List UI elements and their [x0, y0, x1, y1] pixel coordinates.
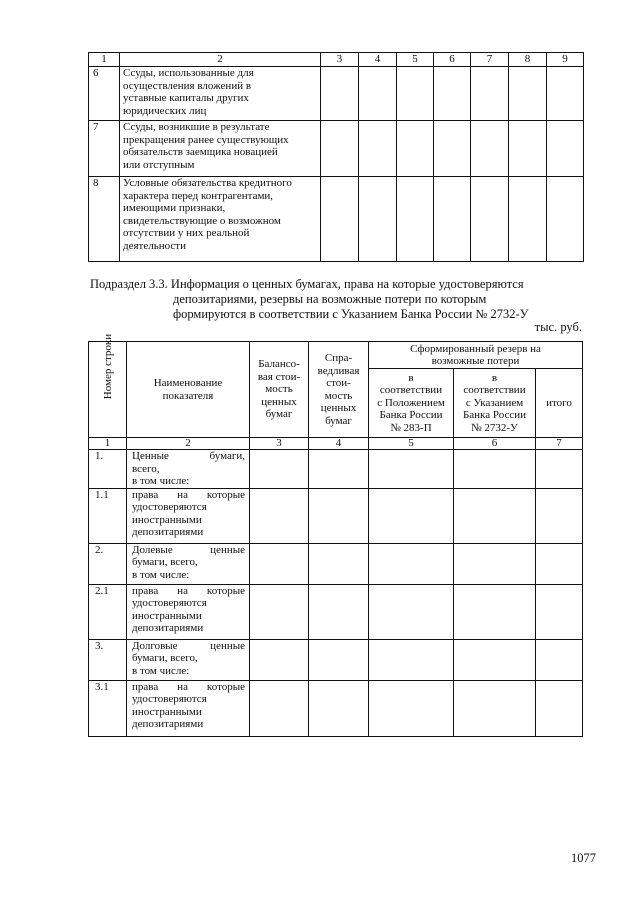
row-name-line: депозитариями: [132, 622, 204, 634]
header-line: соответствии: [379, 384, 443, 397]
row-name: [120, 177, 321, 262]
value-cell: [536, 680, 583, 736]
value-cell: [434, 121, 471, 177]
row-name-line: Долговые ценные: [132, 639, 245, 652]
value-cell: [250, 543, 309, 584]
column-number: 1: [89, 53, 120, 67]
row-name: [120, 67, 321, 121]
row-name-line: права на которые: [132, 584, 245, 597]
column-number: 7: [471, 53, 509, 67]
row-name-line: удостоверяются: [132, 693, 207, 705]
value-cell: [454, 680, 536, 736]
subsection-title-line-3: формируются в соответствии с Указанием Банка России № 2732-У: [173, 307, 529, 321]
row-name-line: имеющими признаки,: [123, 202, 226, 214]
header-line: с Положением: [377, 396, 445, 409]
row-name: [127, 584, 250, 639]
column-number: 7: [536, 438, 583, 450]
subsection-title-line-2: депозитариями, резервы на возможные потери по которым: [173, 292, 487, 306]
row-name: [127, 450, 250, 489]
row-name-line: в том числе:: [132, 475, 190, 487]
header-line: с Указанием: [465, 396, 524, 409]
row-name: [127, 488, 250, 543]
table-row: [89, 450, 583, 489]
row-number: 7: [89, 121, 120, 177]
value-cell: [309, 584, 369, 639]
units-label: тыс. руб.: [534, 320, 582, 334]
value-cell: [454, 488, 536, 543]
header-line: стои-: [326, 377, 351, 389]
header-line: Сформированный резерв на: [410, 342, 541, 355]
row-number: 3.1: [89, 680, 127, 736]
header-line: мость: [265, 383, 293, 396]
row-name: [127, 543, 250, 584]
header-line: Спра-: [324, 352, 353, 364]
column-number: 5: [397, 53, 434, 67]
header-line: в: [408, 371, 414, 384]
row-name-line: или отступным: [123, 158, 195, 171]
row-name-line: юридических лиц: [123, 104, 207, 117]
header-line: соответствии: [463, 384, 526, 397]
value-cell: [369, 488, 454, 543]
value-cell: [547, 121, 584, 177]
column-number: 3: [321, 53, 359, 67]
column-number: 8: [509, 53, 547, 67]
row-name-line: уставные капиталы других: [123, 92, 249, 104]
value-cell: [454, 639, 536, 680]
value-cell: [309, 639, 369, 680]
row-name-line: иностранными: [132, 705, 202, 718]
subsection-title-line-1: Подраздел 3.3. Информация о ценных бумагах, права на которые удостоверяются: [90, 277, 524, 291]
row-name-line: характера перед контрагентами,: [123, 189, 274, 202]
row-name-line: в том числе:: [132, 568, 190, 581]
column-number: 4: [359, 53, 397, 67]
value-cell: [471, 121, 509, 177]
header-line: ценных: [261, 395, 297, 408]
column-number: 1: [89, 438, 127, 450]
value-cell: [309, 450, 369, 489]
reserve-283-header: [369, 369, 454, 438]
column-number: 3: [250, 438, 309, 450]
row-name-line: иностранными: [132, 609, 202, 622]
row-name-line: иностранными: [132, 513, 202, 526]
column-number: 9: [547, 53, 584, 67]
balance-value-header: [250, 342, 309, 438]
value-cell: [509, 177, 547, 262]
row-name-line: свидетельствующие о возможном: [123, 214, 281, 227]
header-line: ценных: [320, 402, 357, 414]
table-row: [89, 67, 584, 121]
header-row: [89, 342, 583, 369]
header-line: возможные потери: [431, 355, 520, 368]
value-cell: [359, 121, 397, 177]
row-number: 8: [89, 177, 120, 262]
table-row: [89, 121, 584, 177]
value-cell: [536, 584, 583, 639]
header-line: № 2732-У: [471, 421, 518, 434]
table-row: [89, 584, 583, 639]
column-number: 2: [120, 53, 321, 67]
value-cell: [471, 177, 509, 262]
table-row: [89, 177, 584, 262]
value-cell: [536, 450, 583, 489]
value-cell: [397, 121, 434, 177]
row-number: 2.: [89, 543, 127, 584]
row-name-line: в том числе:: [132, 664, 190, 677]
row-name-line: обязательств заемщика новацией: [123, 146, 278, 158]
value-cell: [321, 121, 359, 177]
value-cell: [397, 67, 434, 121]
value-cell: [509, 67, 547, 121]
header-line: ведливая: [317, 364, 360, 377]
header-line: Наименование: [153, 377, 223, 389]
row-number-header-text: Номер строки: [101, 334, 114, 400]
value-cell: [536, 543, 583, 584]
value-cell: [547, 177, 584, 262]
column-number-row: [89, 53, 584, 67]
row-name-line: Ссуды, возникшие в результате: [123, 121, 270, 133]
row-name-line: права на которые: [132, 488, 245, 501]
table-row: [89, 543, 583, 584]
row-number: 1.1: [89, 488, 127, 543]
value-cell: [434, 67, 471, 121]
row-name-line: депозитариями: [132, 718, 204, 730]
securities-table: [88, 334, 583, 737]
row-name-line: права на которые: [132, 680, 245, 693]
value-cell: [309, 680, 369, 736]
row-name-line: Долевые ценные: [132, 543, 245, 556]
value-cell: [369, 639, 454, 680]
value-cell: [309, 543, 369, 584]
header-line: Банка России: [462, 409, 527, 422]
header-line: № 283-П: [390, 421, 432, 434]
row-name-line: всего,: [132, 462, 160, 475]
row-name: [120, 121, 321, 177]
row-name-line: отсутствии у них реальной: [123, 227, 250, 239]
header-line: вая стои-: [257, 370, 301, 383]
value-cell: [397, 177, 434, 262]
value-cell: [369, 680, 454, 736]
column-number: 4: [309, 438, 369, 450]
header-line: Балансо-: [258, 358, 300, 371]
row-name-line: Ссуды, использованные для: [123, 67, 254, 79]
row-name-line: осуществления вложений в: [123, 79, 252, 92]
value-cell: [536, 488, 583, 543]
page-number: 1077: [571, 851, 596, 865]
header-line: Банка России: [379, 409, 443, 422]
value-cell: [471, 67, 509, 121]
row-name-line: прекращения ранее существующих: [123, 133, 289, 146]
value-cell: [250, 680, 309, 736]
value-cell: [454, 543, 536, 584]
value-cell: [454, 450, 536, 489]
value-cell: [309, 488, 369, 543]
value-cell: [369, 543, 454, 584]
header-line: бумаг: [325, 414, 352, 427]
value-cell: [536, 639, 583, 680]
value-cell: [250, 584, 309, 639]
value-cell: [359, 67, 397, 121]
column-number: 2: [127, 438, 250, 450]
reserve-header: [369, 342, 583, 369]
value-cell: [547, 67, 584, 121]
column-number: 6: [434, 53, 471, 67]
row-number: 2.1: [89, 584, 127, 639]
value-cell: [321, 177, 359, 262]
value-cell: [454, 584, 536, 639]
table-row: [89, 488, 583, 543]
header-line: бумаг: [265, 408, 293, 421]
row-name-line: Условные обязательства кредитного: [123, 177, 292, 189]
value-cell: [369, 584, 454, 639]
continuation-table: [88, 52, 584, 262]
header-line: мость: [324, 389, 353, 402]
table-row: [89, 639, 583, 680]
value-cell: [250, 450, 309, 489]
value-cell: [509, 121, 547, 177]
header-line: в: [491, 371, 498, 384]
value-cell: [321, 67, 359, 121]
row-name: [127, 639, 250, 680]
row-number: 6: [89, 67, 120, 121]
row-name-line: удостоверяются: [132, 501, 207, 513]
value-cell: [359, 177, 397, 262]
value-cell: [369, 450, 454, 489]
row-name-line: бумаги, всего,: [132, 556, 198, 568]
row-number: 1.: [89, 450, 127, 489]
value-cell: [250, 488, 309, 543]
row-name: [127, 680, 250, 736]
reserve-2732-header: [454, 369, 536, 438]
row-number: 3.: [89, 639, 127, 680]
fair-value-header: [309, 342, 369, 438]
row-name-line: депозитариями: [132, 526, 204, 538]
value-cell: [250, 639, 309, 680]
row-name-line: деятельности: [123, 239, 186, 252]
column-number-row: [89, 438, 583, 450]
value-cell: [434, 177, 471, 262]
row-name-line: бумаги, всего,: [132, 652, 198, 664]
row-number-header: [89, 334, 127, 438]
row-name-line: удостоверяются: [132, 597, 207, 609]
header-line: показателя: [162, 389, 214, 402]
column-number: 6: [454, 438, 536, 450]
total-header: итого: [536, 369, 583, 438]
row-name-line: Ценные бумаги,: [132, 450, 245, 462]
table-row: [89, 680, 583, 736]
name-header: [127, 342, 250, 438]
column-number: 5: [369, 438, 454, 450]
